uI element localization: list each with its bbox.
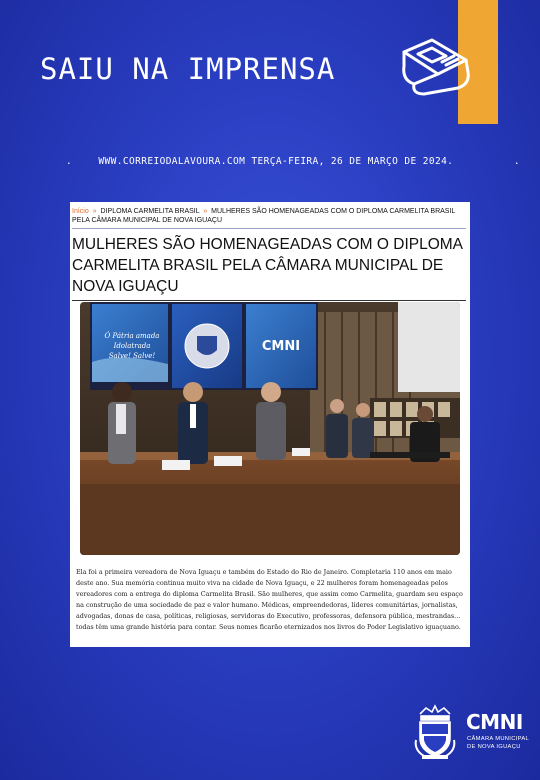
article-body: Ela foi a primeira vereadora de Nova Iguaçu e também do Estado do Rio de Janeiro. Completaria 110 anos em maio deste ano. Sua memória continua muito viva na cidade de Nova Iguaçu, e 22 mulheres foram homenageadas pelos vereadores com a entrega do diploma Carmelita Brasil. São mulheres, que assim como Carmelita, guardam seu espaço na construção de uma sociedade de paz e valor humano. Médicas, empreendedoras, líderes comunitárias, jornalistas, advogadas, donas de casa, políticas, religiosas, servidoras do Executivo, professoras, defensora pública, mestrandas... todas têm uma grande história para contar. Seus nomes ficarão eternizados nos livros do Poder Legislativo iguaçuano. — [76, 568, 463, 631]
dateline-text: WWW.CORREIODALAVOURA.COM TERÇA-FEIRA, 26 DE MARÇO DE 2024. — [98, 156, 454, 167]
article-title: MULHERES SÃO HOMENAGEADAS COM O DIPLOMA CARMELITA BRASIL PELA CÂMARA MUNICIPAL DE NOVA IGUAÇU — [72, 234, 466, 301]
city-crest-icon — [412, 704, 458, 760]
breadcrumb-current: MULHERES SÃO HOMENAGEADAS COM O DIPLOMA CARMELITA BRASIL PELA CÂMARA MUNICIPAL DE NOVA IGUAÇU — [72, 208, 456, 224]
article-clipping — [70, 202, 470, 647]
screen-anthem-line-1: Ó Pátria amada — [104, 332, 160, 340]
dateline — [66, 156, 526, 167]
breadcrumb-category-link[interactable]: DIPLOMA CARMELITA BRASIL — [100, 208, 200, 215]
screen-cmni-logo: CMNI — [261, 339, 301, 354]
breadcrumb-separator: » — [203, 208, 208, 215]
breadcrumb-separator: » — [92, 208, 97, 215]
dateline-right-dot: . — [513, 156, 520, 167]
breadcrumb-home-link[interactable]: Início — [72, 208, 89, 215]
cmni-logo-subtitle-1: CÂMARA MUNICIPAL — [467, 736, 530, 742]
cmni-logo-subtitle-2: DE NOVA IGUAÇU — [467, 744, 521, 750]
screen-anthem-line-3: Salve! Salve! — [108, 352, 156, 360]
article-photo — [80, 302, 460, 555]
screen-anthem-line-2: Idolatrada — [113, 342, 151, 350]
newspaper-icon — [398, 36, 472, 96]
footer-logos — [412, 704, 530, 764]
dateline-left-dot: . — [66, 156, 73, 167]
page-title: SAIU NA IMPRENSA — [40, 52, 336, 86]
cmni-logo-text: CMNI — [466, 710, 523, 734]
ceremony-photo-illustration — [80, 302, 460, 555]
breadcrumb — [72, 207, 466, 229]
